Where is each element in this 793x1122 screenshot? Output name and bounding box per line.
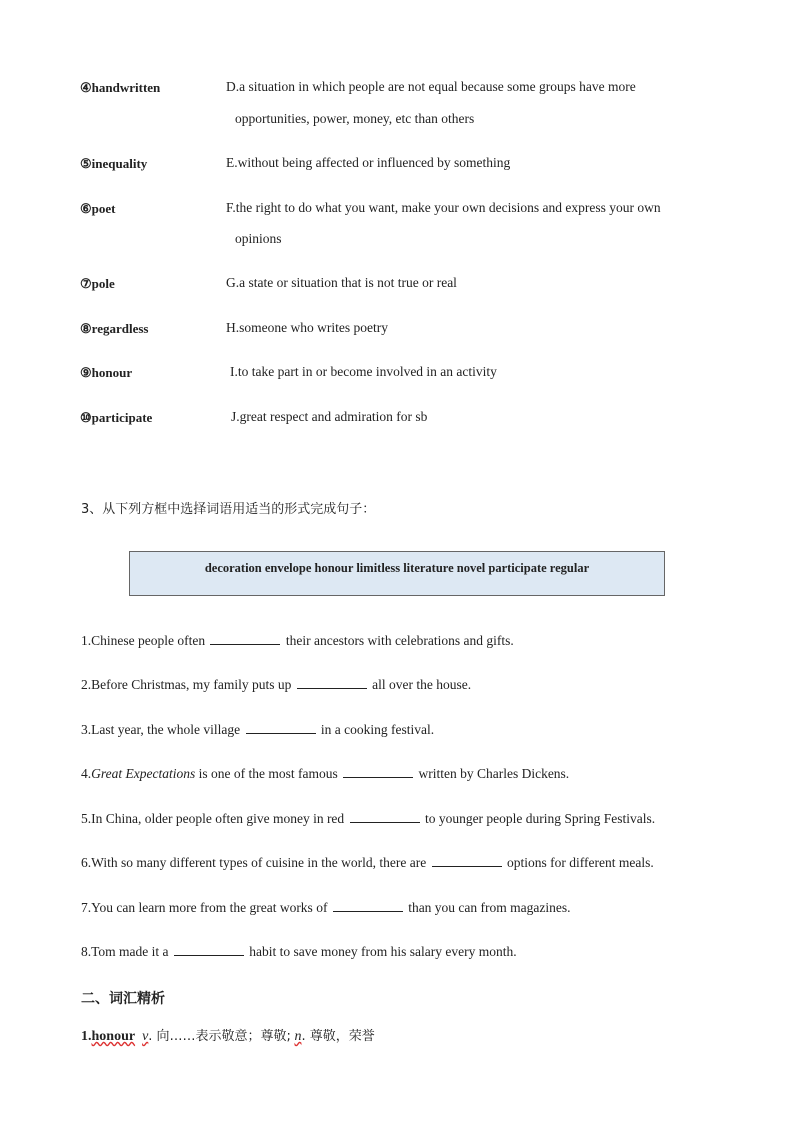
sentence-2: 2.Before Christmas, my family puts up all over the house.: [81, 677, 472, 692]
answer-blank[interactable]: [246, 721, 316, 734]
answer-blank[interactable]: [350, 810, 420, 823]
match-def-d: D.a situation in which people are not equal because some groups have more: [226, 79, 636, 94]
match-def-h: H.someone who writes poetry: [226, 320, 388, 335]
match-word-9: ⑨honour: [80, 365, 133, 380]
vocab-entry-honour: 1.honour v. 向……表示敬意；尊敬; n. 尊敬，荣誉: [81, 1029, 375, 1044]
sentence-4: 4.Great Expectations is one of the most famous written by Charles Dickens.: [81, 766, 570, 781]
entry-headword: honour: [91, 1029, 136, 1044]
match-word-8: ⑧regardless: [80, 321, 149, 336]
answer-blank[interactable]: [432, 854, 502, 867]
match-word-10: ⑩participate: [80, 410, 153, 425]
sentence-7: 7.You can learn more from the great works of than you can from magazines.: [81, 900, 571, 915]
section-2-title: 二、词汇精析: [81, 991, 165, 1007]
match-def-j: J.great respect and admiration for sb: [231, 409, 428, 424]
match-def-e: E.without being affected or influenced by something: [226, 155, 511, 170]
match-word-4: ④handwritten: [80, 80, 161, 95]
match-def-d-cont: opportunities, power, money, etc than others: [235, 111, 475, 126]
match-word-5: ⑤inequality: [80, 156, 148, 171]
match-word-6: ⑥poet: [80, 201, 116, 216]
match-def-i: I.to take part in or become involved in an activity: [230, 364, 497, 379]
answer-blank[interactable]: [297, 676, 367, 689]
exercise-3-heading: 3、从下列方框中选择词语用适当的形式完成句子：: [81, 502, 376, 517]
entry-pos-noun: n: [294, 1029, 302, 1044]
sentence-3: 3.Last year, the whole village in a cooking festival.: [81, 722, 435, 737]
match-word-7: ⑦pole: [80, 276, 115, 291]
match-def-f: F.the right to do what you want, make your own decisions and express your own: [226, 200, 661, 215]
match-def-g: G.a state or situation that is not true or real: [226, 275, 457, 290]
entry-pos-verb: v: [142, 1029, 149, 1044]
answer-blank[interactable]: [210, 632, 280, 645]
answer-blank[interactable]: [333, 899, 403, 912]
match-def-f-cont: opinions: [235, 231, 282, 246]
sentence-1: 1.Chinese people often their ancestors with celebrations and gifts.: [81, 633, 514, 648]
sentence-5: 5.In China, older people often give money in red to younger people during Spring Festivals.: [81, 811, 656, 826]
word-box: decoration envelope honour limitless literature novel participate regular: [129, 551, 665, 596]
answer-blank[interactable]: [174, 943, 244, 956]
sentence-8: 8.Tom made it a habit to save money from his salary every month.: [81, 944, 517, 959]
answer-blank[interactable]: [343, 765, 413, 778]
sentence-6: 6.With so many different types of cuisine in the world, there are options for different meals.: [81, 855, 654, 870]
